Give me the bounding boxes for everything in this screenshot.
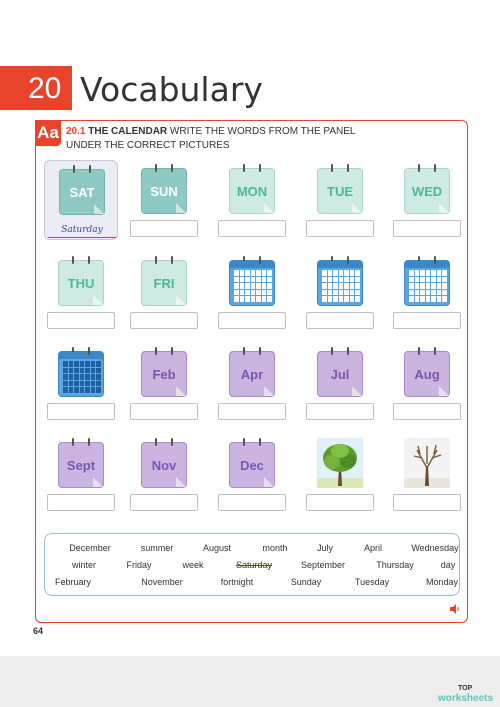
calendar-month-icon xyxy=(404,260,450,306)
calendar-week-icon xyxy=(229,260,275,306)
calendar-page-icon xyxy=(141,442,187,488)
panel-word: month xyxy=(262,543,288,553)
exercise-number: 20.1 xyxy=(66,126,86,137)
calendar-page-icon xyxy=(229,351,275,397)
answer-field[interactable] xyxy=(306,403,374,420)
picture-cell xyxy=(127,434,201,514)
calendar-label: TUE xyxy=(327,183,353,199)
answer-field[interactable] xyxy=(47,494,115,511)
panel-word: day xyxy=(440,560,456,570)
panel-word: Friday xyxy=(126,560,152,570)
panel-word: Thursday xyxy=(376,560,414,570)
unit-number: 20 xyxy=(28,72,62,105)
answer-field[interactable] xyxy=(306,312,374,329)
calendar-label: Apr xyxy=(240,366,264,382)
calendar-page-icon xyxy=(59,169,105,215)
picture-cell xyxy=(44,343,118,423)
answer-field[interactable] xyxy=(393,403,461,420)
calendar-label: Sept xyxy=(66,457,96,473)
panel-word: April xyxy=(363,543,383,553)
word-panel xyxy=(44,533,460,596)
calendar-label: Jul xyxy=(330,366,350,382)
picture-cell xyxy=(215,252,289,332)
picture-cell xyxy=(127,252,201,332)
picture-cell xyxy=(215,343,289,423)
panel-word: September xyxy=(300,560,346,570)
picture-cell xyxy=(44,160,118,240)
logo-top-text: TOP xyxy=(458,685,473,692)
picture-cell xyxy=(44,434,118,514)
panel-word: November xyxy=(141,577,183,587)
calendar-label: Dec xyxy=(240,457,264,473)
panel-word: Sunday xyxy=(290,577,322,587)
picture-cell xyxy=(215,434,289,514)
picture-cell xyxy=(303,252,377,332)
panel-word: Tuesday xyxy=(354,577,390,587)
answer-field[interactable] xyxy=(130,403,198,420)
calendar-label: Nov xyxy=(151,457,177,473)
picture-cell xyxy=(390,434,464,514)
picture-cell xyxy=(303,434,377,514)
calendar-page-icon xyxy=(317,351,363,397)
panel-word: February xyxy=(54,577,92,587)
picture-cell xyxy=(390,343,464,423)
calendar-label: THU xyxy=(67,275,95,291)
panel-word: winter xyxy=(71,560,97,570)
calendar-page-icon xyxy=(141,260,187,306)
calendar-month-full-icon xyxy=(58,351,104,397)
answer-field[interactable] xyxy=(47,312,115,329)
calendar-page-icon xyxy=(58,442,104,488)
panel-word: August xyxy=(202,543,232,553)
picture-cell xyxy=(303,343,377,423)
logo-worksheets-text: worksheets xyxy=(438,693,494,704)
picture-cell xyxy=(303,160,377,240)
calendar-page-icon xyxy=(229,442,275,488)
answer-field[interactable] xyxy=(306,220,374,237)
panel-word: Saturday xyxy=(235,560,273,570)
calendar-page-icon xyxy=(141,351,187,397)
exercise-instruction xyxy=(66,125,446,153)
panel-word: December xyxy=(69,543,111,553)
calendar-label: MON xyxy=(236,183,268,199)
answer-field[interactable]: Saturday xyxy=(48,221,116,238)
panel-word: week xyxy=(182,560,204,570)
unit-title: Vocabulary xyxy=(80,70,263,109)
calendar-label: Feb xyxy=(152,366,176,382)
calendar-page-icon xyxy=(229,168,275,214)
panel-word: Monday xyxy=(425,577,459,587)
picture-cell xyxy=(44,252,118,332)
answer-field[interactable] xyxy=(306,494,374,511)
answer-field[interactable] xyxy=(130,312,198,329)
panel-word: fortnight xyxy=(220,577,254,587)
panel-word: July xyxy=(316,543,334,553)
picture-cell xyxy=(127,160,201,240)
answer-field[interactable] xyxy=(218,494,286,511)
answer-field[interactable] xyxy=(393,220,461,237)
audio-speaker-icon[interactable] xyxy=(450,604,460,614)
calendar-page-icon xyxy=(58,260,104,306)
winter-tree-icon xyxy=(404,438,450,488)
picture-cell xyxy=(215,160,289,240)
page-number: 64 xyxy=(33,626,44,636)
instruction-line-2: UNDER THE CORRECT PICTURES xyxy=(66,140,230,151)
panel-word: Wednesday xyxy=(411,543,459,553)
instruction-line-1: WRITE THE WORDS FROM THE PANEL xyxy=(167,126,356,137)
calendar-label: SUN xyxy=(150,183,178,199)
answer-field[interactable] xyxy=(218,312,286,329)
picture-cell xyxy=(390,160,464,240)
answer-field[interactable] xyxy=(218,220,286,237)
answer-field[interactable] xyxy=(130,220,198,237)
panel-word: summer xyxy=(140,543,174,553)
calendar-page-icon xyxy=(317,168,363,214)
answer-field[interactable] xyxy=(47,403,115,420)
answer-field[interactable] xyxy=(393,494,461,511)
answer-field[interactable] xyxy=(130,494,198,511)
top-margin xyxy=(0,0,500,58)
summer-tree-icon xyxy=(317,438,363,488)
calendar-fortnight-icon xyxy=(317,260,363,306)
calendar-page-icon xyxy=(404,168,450,214)
calendar-label: Aug xyxy=(414,366,440,382)
calendar-label: SAT xyxy=(69,184,95,200)
answer-field[interactable] xyxy=(218,403,286,420)
picture-cell xyxy=(127,343,201,423)
exercise-title: THE CALENDAR xyxy=(88,126,168,137)
calendar-label: WED xyxy=(411,183,443,199)
vocabulary-icon: Aa xyxy=(35,120,61,146)
calendar-page-icon xyxy=(404,351,450,397)
calendar-page-icon xyxy=(141,168,187,214)
picture-cell xyxy=(390,252,464,332)
answer-field[interactable] xyxy=(393,312,461,329)
calendar-label: FRI xyxy=(153,275,175,291)
